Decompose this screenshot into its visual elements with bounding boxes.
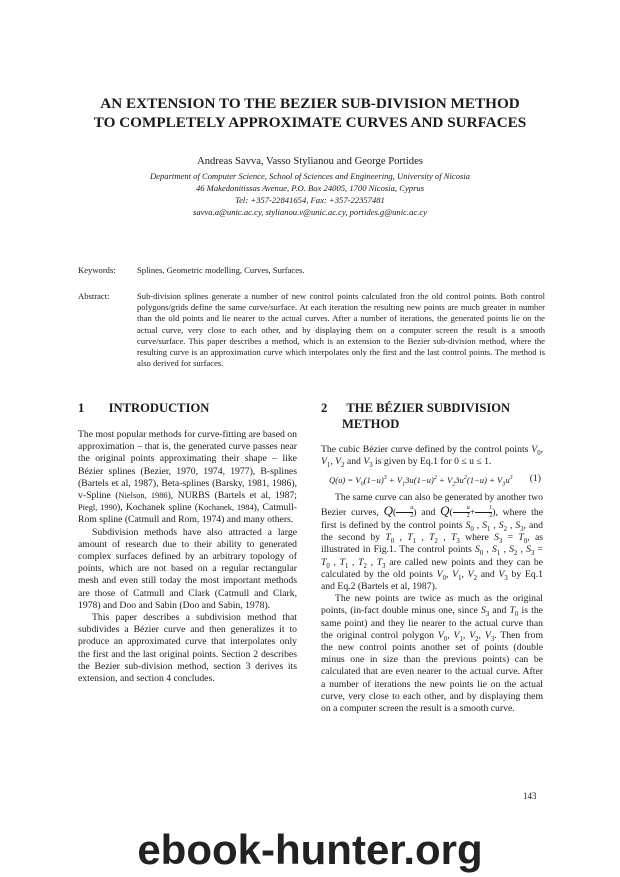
bezier-paragraph-3: The new points are twice as much as the original points, (in-fact double minus one, since $S_3$ and $T_0$ is the same point) and they lie nearer to the actual curve than the original control polygon $V_0$, $V_1$, $V_2$, $V_3$. Then from the new control points another set of points (double minus one in size than the previous points) can be calculated that are even nearer to the actual curve. After a number of iterations the new points lie on the actual curve, very close to each other, and by displaying them on a computer screen the result is a smooth curve. — [321, 593, 544, 714]
affiliation-email: savva.a@unic.ac.cy, stylianou.v@unic.ac.cy, portides.g@unic.ac.cy — [193, 207, 427, 217]
section-1-heading — [78, 400, 209, 416]
title-line-2: TO COMPLETELY APPROXIMATE CURVES AND SURFACES — [93, 114, 527, 131]
section-2-title-line-2: METHOD — [342, 417, 400, 431]
equation-1-number: (1) — [529, 473, 541, 485]
bezier-paragraph-2: The same curve can also be generated by another two Bezier curves, Q( $\frac{u}{2}$ ) and Q( $\frac{u}{2}$ + $\frac{1}{2}$ ), where the first is defined by the control points $S_0$ , $S_1$ , $S_2$ , $S_3$, and the second by $T_0$ , $T_1$ , $T_2$ , $T_3$ where $S_3 = T_0$, as illustrated in Fig.1. The control points $S_0$ , $S_1$ , $S_2$ , $S_3 = T_0$ , $T_1$ , $T_2$ , $T_3$ are called new points and they can be calculated by the old points $V_0$, $V_1$, $V_2$ and $V_3$ by Eq.1 and Eq.2 (Bartels et al, 1987). — [321, 492, 544, 592]
equation-1 — [321, 468, 543, 492]
bezier-paragraph-1: The cubic Bézier curve defined by the control points $V_0$, $V_1$, $V_2$ and $V_3$ is given by Eq.1 for 0 ≤ u ≤ 1. — [321, 444, 543, 470]
section-2-body — [321, 444, 543, 715]
intro-paragraph-3: This paper describes a subdivision method that subdivides a Bézier curve and then generalizes it to produce an approximated curve that interpolates only the first and the last original points. Section 2 describes the Bezier sub-division method, section 3 derives its extension, and section 4 concludes. — [78, 612, 297, 685]
keywords-text: Splines, Geometric modelling, Curves, Surfaces. — [137, 265, 305, 275]
paper-title — [60, 94, 560, 132]
abstract-label: Abstract: — [78, 291, 110, 301]
section-2-title-line-1: THE BÉZIER SUBDIVISION — [346, 401, 511, 415]
affiliation-dept: Department of Computer Science, School of Sciences and Engineering, University of Nicosia — [149, 171, 471, 181]
keywords-label: Keywords: — [78, 265, 116, 275]
author-list: Andreas Savva, Vasso Stylianou and George Portides — [197, 156, 423, 167]
abstract-text: Sub-division splines generate a number of new control points calculated fron the old control points. Both control polygons/grids define the same curve/surface. At each iteration the resulting new points are much greater in number than the old points and lie nearer to the actual curves. After a number of iterations, the generated points lie on the actual curve, very close to each other, and by displaying them on a computer screen the result is a smooth curve/surface. This paper describes a method, which is an extension to the Bezier sub-division method, where the resulting curve is an approximation curve which interpolates only the first and the last control points. The method is also derived for surfaces. — [137, 291, 545, 369]
equation-1-formula: $Q(u) = V_0(1-u)^3 + V_13u(1-u)^2 + V_23u^2(1-u) + V_3u^3$ — [329, 475, 513, 489]
section-1-body — [78, 429, 297, 685]
watermark-text: ebook-hunter.org — [137, 826, 483, 873]
affiliation-address: 46 Makedonitissas Avenue, P.O. Box 24005, 1700 Nicosia, Cyprus — [195, 183, 425, 193]
section-2-number: 2 — [321, 401, 328, 415]
section-1-number: 1 — [78, 401, 85, 415]
section-1-title: INTRODUCTION — [108, 401, 210, 415]
affiliation-tel: Tel: +357-22841654, Fax: +357-22357481 — [235, 195, 385, 205]
intro-paragraph-1: The most popular methods for curve-fitting are based on approximation – that is, the generated curve passes near the original points approximating their shape – like Bézier splines (Bezier, 1970, 1974, 1977), B-splines (Bartels et al, 1987), Beta-splines (Barsky, 1981, 1986), v-Spline (Nielson, 1986), NURBS (Bartels et al, 1987; Piegl, 1990), Kochanek spline (Kochanek, 1984), Catmull-Rom spline (Catmull and Rom, 1974) and many others. — [78, 429, 297, 526]
page-number: 143 — [523, 791, 537, 801]
title-line-1: AN EXTENSION TO THE BEZIER SUB-DIVISION METHOD — [100, 95, 520, 112]
section-2-heading — [321, 400, 546, 432]
intro-paragraph-2: Subdivision methods have also attracted a large amount of research due to their ability to generated complex surfaces defined by an arbitrary topology of points, which are not based on a regular rectangular mesh and even still today the most important methods are those of Catmull and Clark (Catmull and Clark, 1978) and Doo and Sabin (Doo and Sabin, 1978). — [78, 526, 297, 611]
